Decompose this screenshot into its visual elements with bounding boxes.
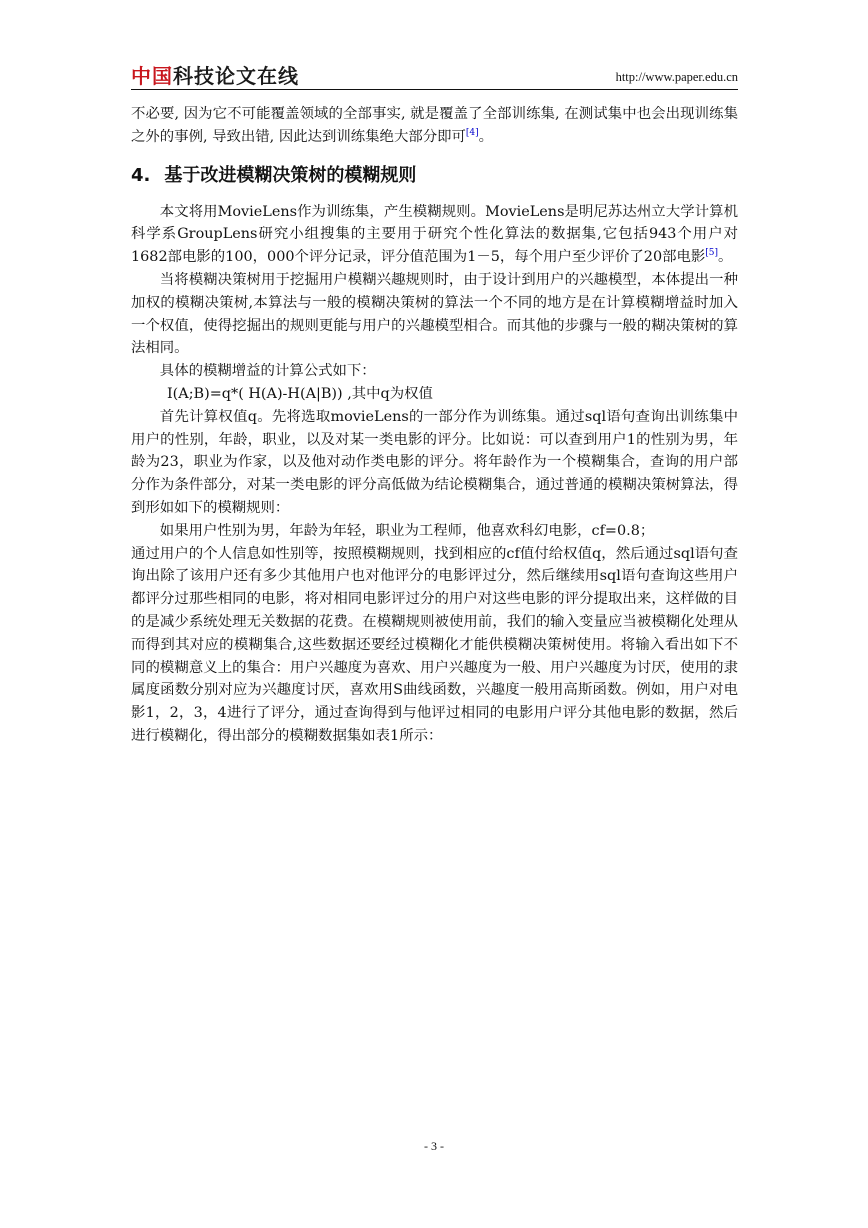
section-title: 基于改进模糊决策树的模糊规则 xyxy=(164,164,417,186)
header-rule xyxy=(131,89,738,90)
fuzzy-rule-example: 如果用户性别为男，年龄为年轻，职业为工程师，他喜欢科幻电影，cf=0.8； xyxy=(159,522,655,539)
page-content xyxy=(131,103,738,748)
journal-logo xyxy=(131,60,299,89)
citation-ref[interactable]: [4] xyxy=(465,127,479,138)
section-number: 4. xyxy=(131,164,151,186)
page-number: - 3 - xyxy=(424,1139,444,1153)
paragraph-formula-intro: 具体的模糊增益的计算公式如下： xyxy=(159,363,376,380)
paragraph-text: 本文将用MovieLens作为训练集，产生模糊规则。MovieLens是明尼苏达州立大学计算机科学系GroupLens研究小组搜集的主要用于研究个性化算法的数据集,它包括943个用户对1682部电影的100，000个评分记录，评分值范围为1－5，每个用户至少评价了20部电影 xyxy=(131,203,738,266)
formula: I(A;B)=q*( H(A)-H(A|B)) ,其中q为权值 xyxy=(167,385,433,402)
paragraph-weighted-tree: 当将模糊决策树用于挖掘用户模糊兴趣规则时，由于设计到用户的兴趣模型，本体提出一种加权的模糊决策树,本算法与一般的模糊决策树的算法一个不同的地方是在计算模糊增益时加入一个权值，使得挖掘出的规则更能与用户的兴趣模型相合。而其他的步骤与一般的糊决策树的算法相同。 xyxy=(131,271,738,357)
paragraph-weight-calc: 首先计算权值q。先将选取movieLens的一部分作为训练集。通过sql语句查询出训练集中用户的性别，年龄，职业，以及对某一类电影的评分。比如说：可以查到用户1的性别为男，年龄为23，职业为作家，以及他对动作类电影的评分。将年龄作为一个模糊集合，查询的用户部分作为条件部分，对某一类电影的评分高低做为结论模糊集合，通过普通的模糊决策树算法，得到形如如下的模糊规则： xyxy=(131,408,738,516)
paragraph-end: 。 xyxy=(718,249,733,266)
citation-ref[interactable]: [5] xyxy=(705,248,719,259)
paragraph-fuzzification: 通过用户的个人信息如性别等，按照模糊规则，找到相应的cf值付给权值q，然后通过sql语句查询出除了该用户还有多少其他用户也对他评分的电影评过分，然后继续用sql语句查询这些用户都评分过那些相同的电影，将对相同电影评过分的用户对这些电影的评分提取出来，这样做的目的是减少系统处理无关数据的花费。在模糊规则被使用前，我们的输入变量应当被模糊化处理从而得到其对应的模糊集合,这些数据还要经过模糊化才能供模糊决策树使用。将输入看出如下不同的模糊意义上的集合：用户兴趣度为喜欢、用户兴趣度为一般、用户兴趣度为讨厌，使用的隶属度函数分别对应为兴趣度讨厌，喜欢用S曲线函数，兴趣度一般用高斯函数。例如，用户对电影1，2，3，4进行了评分，通过查询得到与他评过相同的电影用户评分其他电影的数据，然后进行模糊化，得出部分的模糊数据集如表1所示： xyxy=(131,545,738,744)
section-heading xyxy=(131,163,738,189)
header-url[interactable]: http://www.paper.edu.cn xyxy=(615,70,738,84)
paragraph-end: 。 xyxy=(478,128,494,145)
logo-part-dark: 科技论文在线 xyxy=(173,64,299,88)
paragraph-text: 不必要, 因为它不可能覆盖领域的全部事实, 就是覆盖了全部训练集, 在测试集中也会出现训练集之外的事例, 导致出错, 因此达到训练集绝大部分即可 xyxy=(131,106,738,145)
logo-part-red: 中国 xyxy=(131,64,173,88)
paragraph-dataset xyxy=(131,201,738,269)
page-header xyxy=(131,58,738,88)
paragraph-continued xyxy=(131,103,738,149)
